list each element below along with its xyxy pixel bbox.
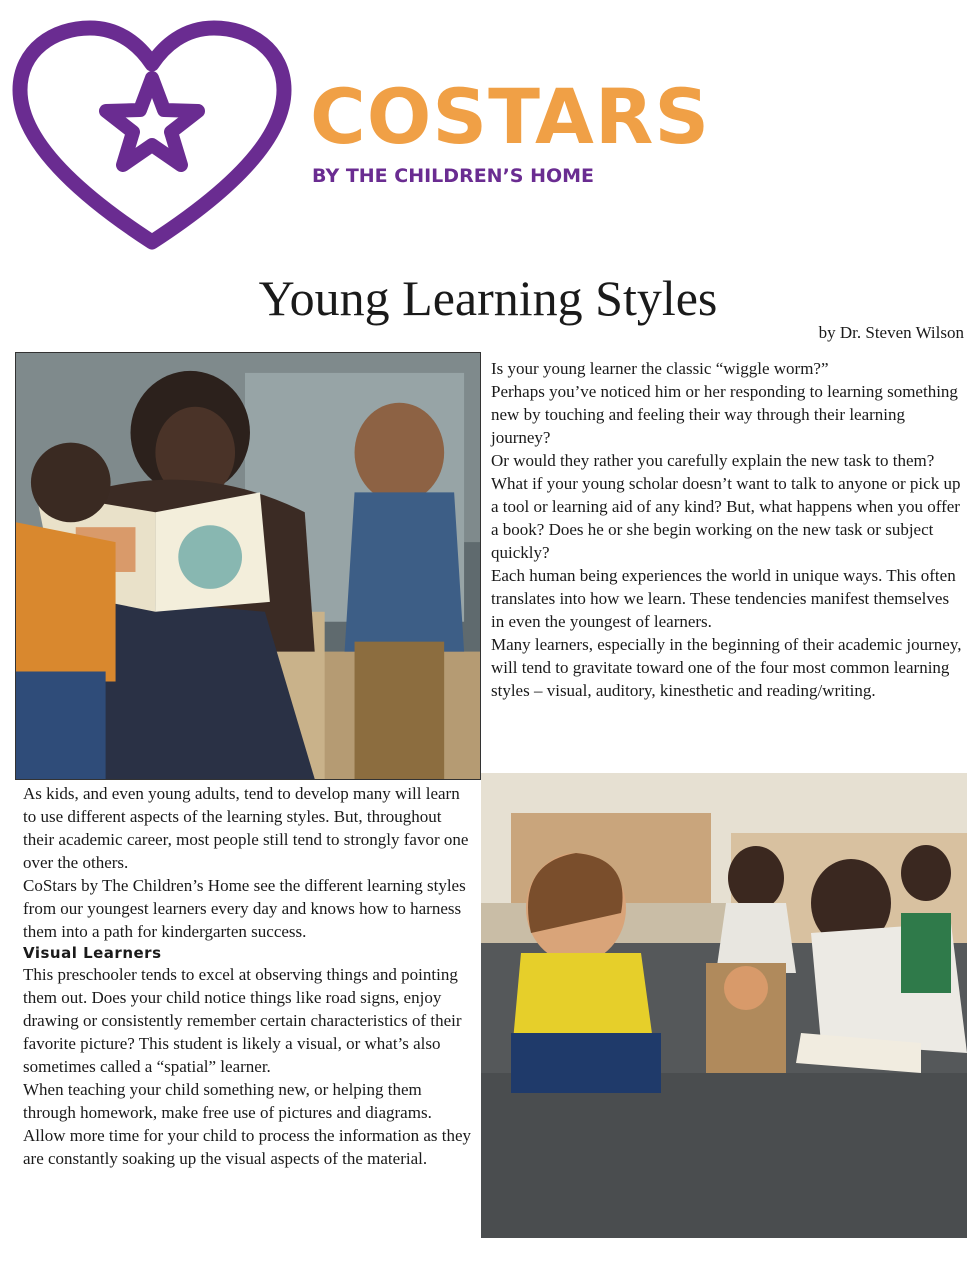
paragraph: Is your young learner the classic “wiggle worm?” (491, 359, 829, 378)
paragraph: Many learners, especially in the beginning of their academic journey, will tend to gravitate toward one of the four most common learning styles – visual, auditory, kinesthetic and reading/writing. (491, 635, 962, 700)
paragraph: Each human being experiences the world in unique ways. This often translates into how we learn. These tendencies manifest themselves in even the youngest of learners. (491, 566, 956, 631)
article-title: Young Learning Styles (258, 270, 718, 326)
paragraph: Or would they rather you carefully explain the new task to them? (491, 451, 935, 470)
paragraph: This preschooler tends to excel at observing things and pointing them out. Does your child notice things like road signs, enjoy drawing or consistently remember certain characteristics of their favorite picture? This student is likely a visual, or what’s also sometimes called a “spatial” learner. (23, 965, 462, 1076)
article-byline: by Dr. Steven Wilson (818, 323, 964, 342)
article-body-column (23, 782, 475, 1170)
section-heading: Visual Learners (23, 944, 162, 962)
paragraph: CoStars by The Children’s Home see the different learning styles from our youngest learners every day and knows how to harness them into a path for kindergarten success. (23, 876, 466, 941)
paragraph: When teaching your child something new, or helping them through homework, make free use of pictures and diagrams. Allow more time for your child to process the information as they are constantly soaking up the visual aspects of the material. (23, 1080, 472, 1168)
photo-reading-with-children (15, 352, 481, 780)
paragraph: As kids, and even young adults, tend to develop many will learn to use different aspects of the learning styles. But, throughout their academic career, most people still tend to strongly favor one over the others. (23, 784, 469, 872)
photo-children-playing (481, 773, 967, 1238)
brand-subtitle: BY THE CHILDREN’S HOME (312, 165, 595, 187)
paragraph: What if your young scholar doesn’t want to talk to anyone or pick up a tool or learning aid of any kind? But, what happens when you offer a book? Does he or she begin working on the new task or subject quickly? (491, 474, 961, 562)
brand-name: COSTARS (310, 72, 711, 161)
paragraph: Perhaps you’ve noticed him or her responding to learning something new by touching and feeling their way through their learning journey? (491, 382, 958, 447)
heart-with-star-icon (12, 20, 292, 252)
article-intro-column (491, 357, 963, 702)
